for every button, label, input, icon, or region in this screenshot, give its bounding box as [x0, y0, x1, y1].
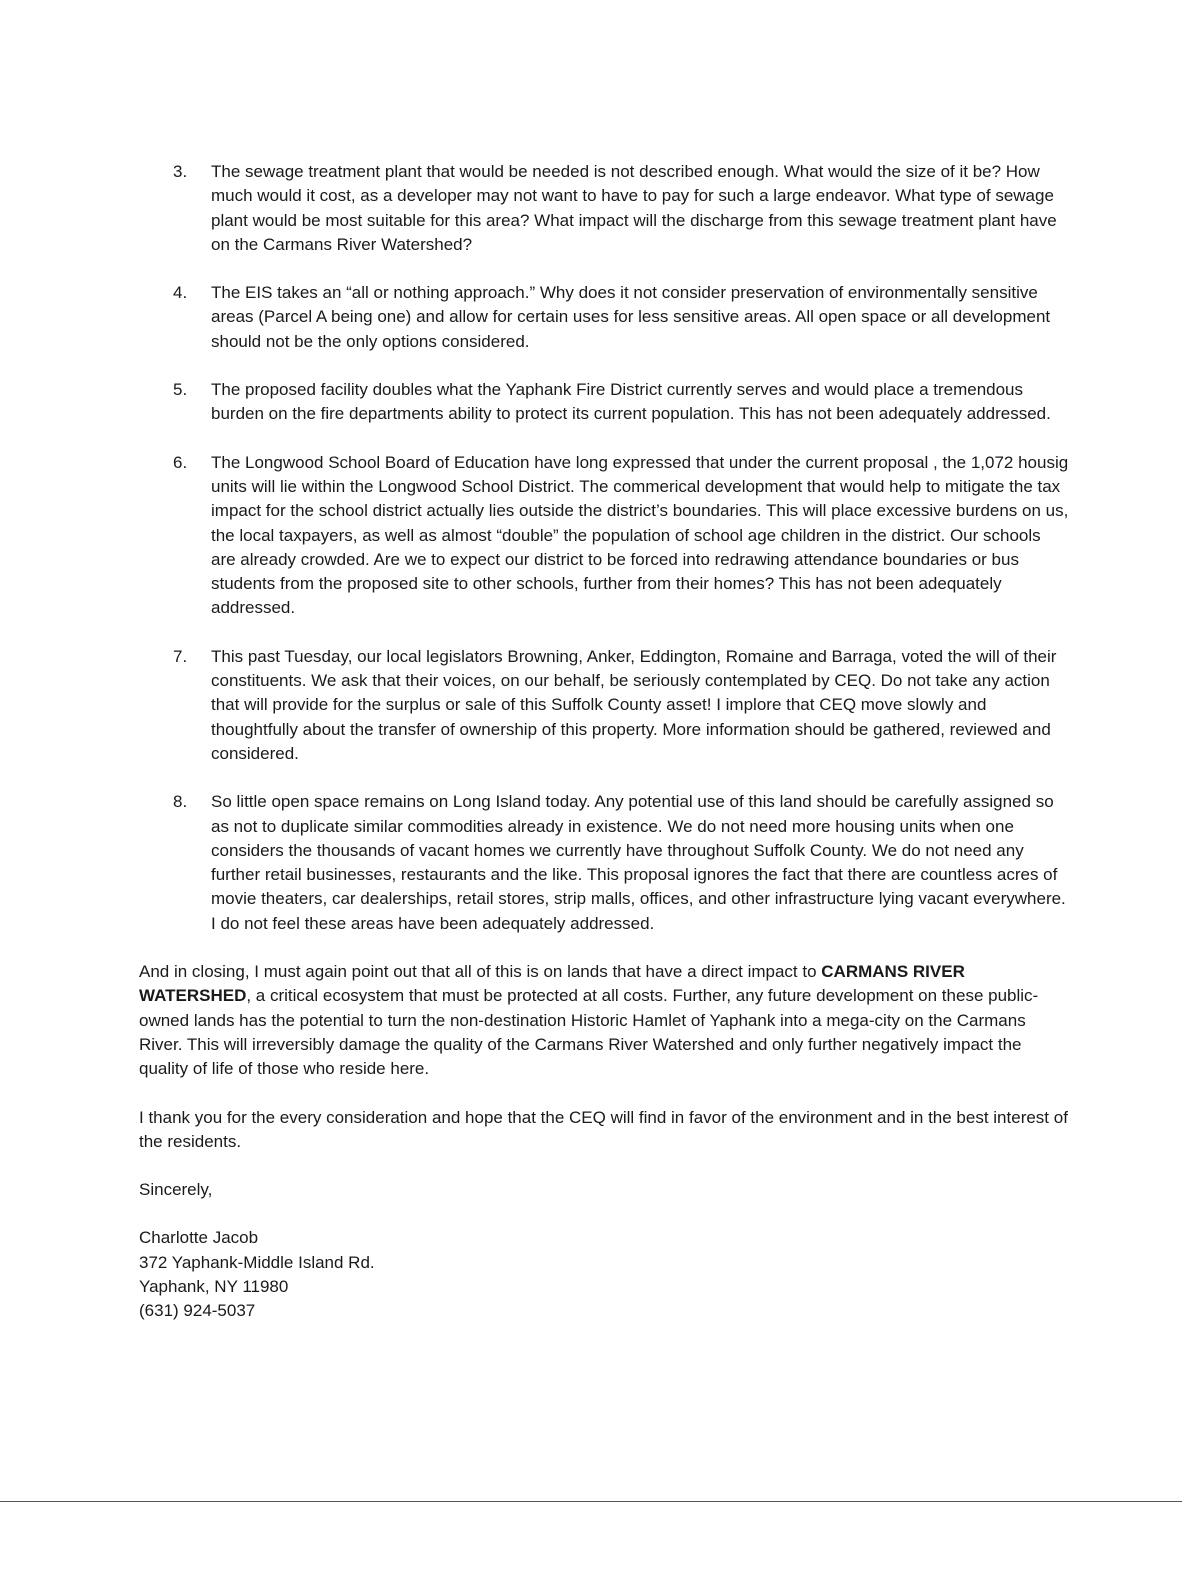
closing-text-end: , a critical ecosystem that must be protected at all costs. Further, any future development on these public-owned lands has the potential to turn the non-destination Historic Hamlet of Yaphank into a mega-city on the Carmans River. This will irreversibly damage the quality of the Carmans River Watershed and only further negatively impact the quality of life of those who reside here.	[139, 986, 1039, 1079]
item-text: This past Tuesday, our local legislators Browning, Anker, Eddington, Romaine and Barraga, voted the will of their constituents. We ask that their voices, on our behalf, be seriously contemplated by CEQ. Do not take any action that will provide for the surplus or sale of this Suffolk County asset! I implore that CEQ move slowly and thoughtfully about the transfer of ownership of this property. More information should be gathered, reviewed and considered.	[211, 646, 1057, 763]
signer-city-address: Yaphank, NY 11980	[139, 1276, 289, 1296]
list-item	[139, 790, 1069, 936]
valediction: Sincerely,	[139, 1180, 213, 1200]
signer-phone: (631) 924-5037	[139, 1301, 256, 1321]
item-number: 7.	[173, 646, 188, 666]
item-number: 4.	[173, 283, 188, 303]
item-text: The sewage treatment plant that would be needed is not described enough. What would the size of it be? How much would it cost, as a developer may not want to have to pay for such a large endeavor. What type of sewage plant would be most suitable for this area? What impact will the discharge from this sewage treatment plant have on the Carmans River Watershed?	[211, 162, 1057, 254]
list-item	[139, 281, 1069, 354]
list-item	[139, 451, 1069, 621]
list-item	[139, 378, 1069, 427]
item-text: The proposed facility doubles what the Yaphank Fire District currently serves and would place a tremendous burden on the fire departments ability to protect its current population. This has not been adequately addressed.	[211, 380, 1051, 424]
list-item	[139, 645, 1069, 766]
item-number: 8.	[173, 792, 188, 812]
thanks-paragraph: I thank you for the every consideration and hope that the CEQ will find in favor of the environment and in the best interest of the residents.	[139, 1107, 1068, 1151]
item-number: 6.	[173, 452, 188, 472]
item-number: 3.	[173, 162, 188, 181]
list-item	[139, 160, 1069, 257]
closing-paragraph	[139, 960, 1069, 1081]
closing-text-start: And in closing, I must again point out that all of this is on lands that have a direct impact to	[139, 962, 822, 982]
letter-body	[139, 160, 1069, 1324]
signer-street-address: 372 Yaphank-Middle Island Rd.	[139, 1252, 375, 1272]
item-number: 5.	[173, 380, 188, 400]
page-bottom-rule	[0, 1501, 1182, 1502]
closing-emphasis: CARMANS RIVER WATERSHED	[139, 962, 965, 1006]
item-text: The EIS takes an “all or nothing approach.” Why does it not consider preservation of environmentally sensitive areas (Parcel A being one) and allow for certain uses for less sensitive areas. All open space or all development should not be the only options considered.	[211, 283, 1051, 351]
comment-list	[139, 160, 1069, 936]
signer-name: Charlotte Jacob	[139, 1228, 259, 1248]
signature-block	[139, 1226, 1069, 1323]
item-text: The Longwood School Board of Education have long expressed that under the current proposal , the 1,072 housig units will lie within the Longwood School District. The commerical development that would help to mitigate the tax impact for the school district actually lies outside the district’s boundaries. This will place excessive burdens on us, the local taxpayers, as well as almost “double” the population of school age children in the district. Our schools are already crowded. Are we to expect our district to be forced into redrawing attendance boundaries or bus students from the proposed site to other schools, further from their homes? This has not been adequately addressed.	[211, 452, 1069, 618]
item-text: So little open space remains on Long Island today. Any potential use of this land should be carefully assigned so as not to duplicate similar commodities already in existence. We do not need more housing units when one considers the thousands of vacant homes we currently have throughout Suffolk County. We do not need any further retail businesses, restaurants and the like. This proposal ignores the fact that there are countless acres of movie theaters, car dealerships, retail stores, strip malls, offices, and other infrastructure lying vacant everywhere. I do not feel these areas have been adequately addressed.	[211, 792, 1066, 933]
